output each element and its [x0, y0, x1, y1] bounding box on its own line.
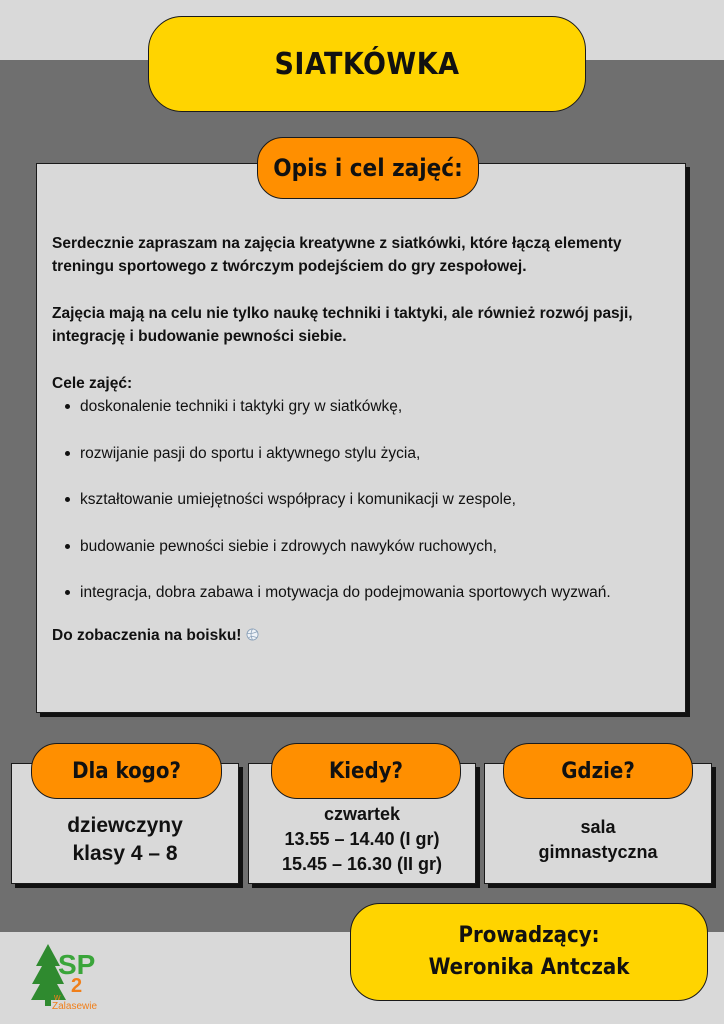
list-item: budowanie pewności siebie i zdrowych nawyków ruchowych, — [52, 535, 672, 558]
who-line: dziewczyny — [67, 814, 183, 837]
description-heading: Opis i cel zajęć: — [257, 137, 479, 199]
intro-paragraph: Serdecznie zapraszam na zajęcia kreatywne z siatkówki, które łączą elementy treningu sportowego z twórczym podejściem do gry zespołowej. — [52, 235, 622, 275]
who-text — [11, 812, 239, 868]
school-logo — [30, 940, 106, 1010]
who-heading: Dla kogo? — [31, 743, 222, 799]
closing-line — [52, 624, 672, 647]
logo-letters: SP — [58, 949, 96, 980]
instructor-label: Prowadzący: — [458, 923, 600, 948]
who-line: klasy 4 – 8 — [72, 842, 178, 865]
page-title: SIATKÓWKA — [148, 16, 586, 112]
when-line: czwartek — [323, 804, 401, 824]
when-line: 13.55 – 14.40 (I gr) — [284, 829, 440, 849]
goals-heading: Cele zajęć: — [52, 375, 133, 392]
when-line: 15.45 – 16.30 (II gr) — [281, 854, 443, 874]
list-item: kształtowanie umiejętności współpracy i komunikacji w zespole, — [52, 488, 672, 511]
instructor-box — [350, 903, 708, 1001]
when-heading: Kiedy? — [271, 743, 461, 799]
where-text — [484, 815, 712, 865]
logo-number: 2 — [71, 975, 83, 997]
where-heading: Gdzie? — [503, 743, 693, 799]
where-line: gimnastyczna — [538, 842, 658, 862]
description-content — [52, 232, 672, 647]
closing-text: Do zobaczenia na boisku! — [52, 626, 242, 644]
logo-prefix: w — [54, 992, 61, 1002]
instructor-name: Weronika Antczak — [428, 955, 630, 980]
list-item: doskonalenie techniki i taktyki gry w siatkówkę, — [52, 395, 672, 418]
list-item: rozwijanie pasji do sportu i aktywnego stylu życia, — [52, 442, 672, 465]
aim-paragraph: Zajęcia mają na celu nie tylko naukę techniki i taktyki, ale również rozwój pasji, integrację i budowanie pewności siebie. — [52, 305, 633, 345]
logo-place: Zalasewie — [52, 1001, 98, 1010]
goals-list — [52, 395, 672, 604]
where-line: sala — [580, 817, 616, 837]
when-text — [248, 802, 476, 877]
list-item: integracja, dobra zabawa i motywacja do podejmowania sportowych wyzwań. — [52, 581, 672, 604]
volleyball-icon — [246, 628, 259, 641]
